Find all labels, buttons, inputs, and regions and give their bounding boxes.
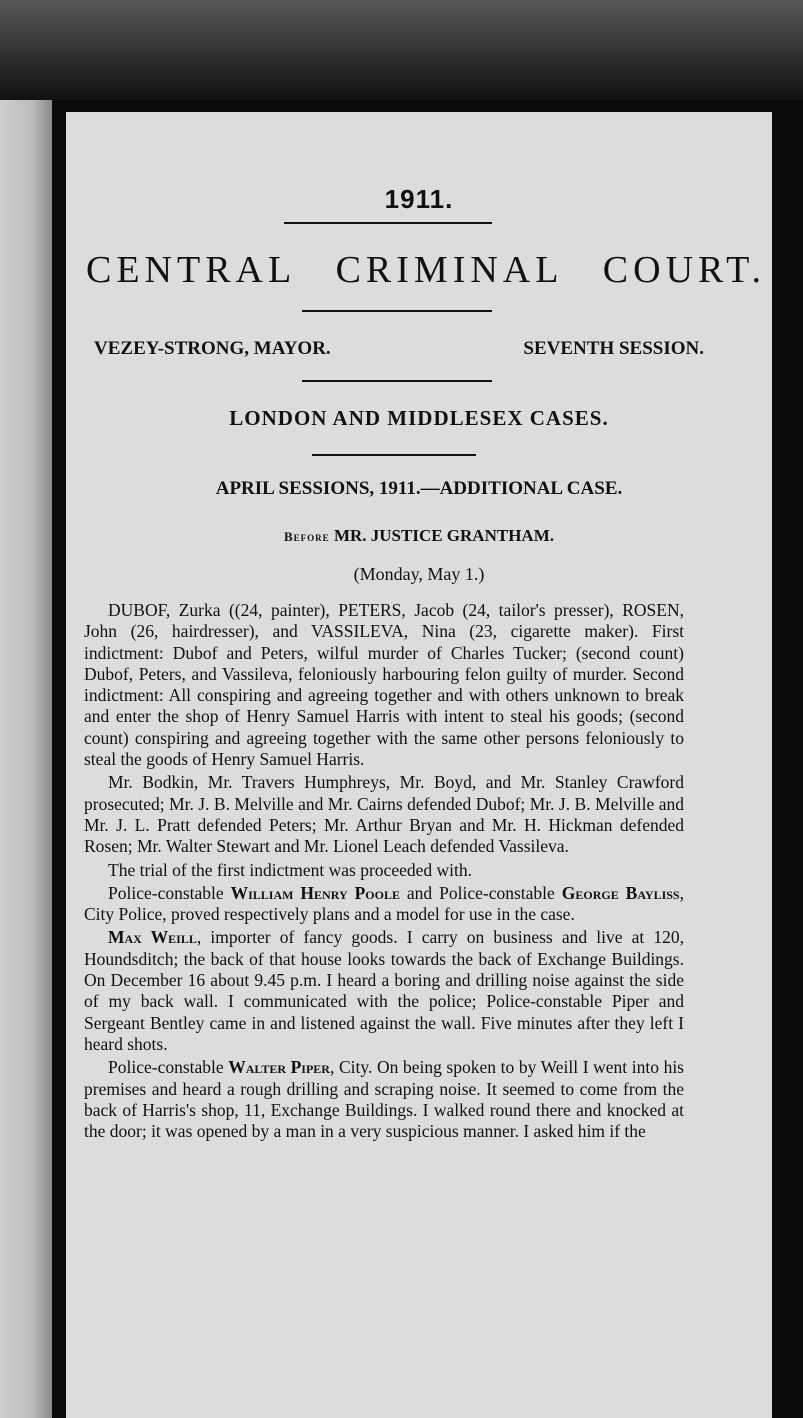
paragraph-trial: The trial of the first indictment was proceeded with.: [108, 859, 472, 880]
mayor-session-line: [94, 338, 704, 360]
text: , importer of fancy goods. I carry on business and live at 120, Houndsditch; the back of that house looks towards the back of Exchange Buildings. On December 16 about 9.45 p.m. I heard a boring and drilling noise against the side of my back wall. I communicated with the police; Police-constable Piper and Sergeant Bentley came in and listened against the wall. Five minutes after they left I heard shots.: [84, 927, 684, 1054]
paragraph-plans: [84, 883, 684, 926]
text: , City. On being spoken to by Weill I went into his premises and heard a rough drilling and scraping noise. It seemed to come from the back of Harris's shop, 11, Exchange Buildings. I walked round there and knocked at the door; it was opened by a man in a very suspicious manner. I asked him if the: [84, 1057, 684, 1142]
court-word-1: CENTRAL: [86, 249, 297, 291]
witness-name: William Henry Poole: [230, 882, 400, 903]
paragraph-indictment: DUBOF, Zurka ((24, painter), PETERS, Jacob (24, tailor's presser), ROSEN, John (26, hairdresser), and VASSILEVA, Nina (23, cigarette maker). First indictment: Dubof and Peters, wilful murder of Charles Tucker; (second count) Dubof, Peters, and Vassileva, feloniously harbouring felon guilty of murder. Second indictment: All conspiring and agreeing together and with others unknown to break and enter the shop of Henry Samuel Harris with intent to steal his goods; (second count) conspiring and agreeing together with the same other persons feloniously to steal the goods of Henry Samuel Harris.: [84, 600, 684, 770]
hearing-date: (Monday, May 1.): [353, 564, 485, 584]
paragraph-counsel: Mr. Bodkin, Mr. Travers Humphreys, Mr. Boyd, and Mr. Stanley Crawford prosecuted; Mr. J. B. Melville and Mr. Cairns defended Dubof; Mr. J. B. Melville and Mr. J. L. Pratt defended Peters; Mr. Arthur Bryan and Mr. H. Hickman defended Rosen; Mr. Walter Stewart and Mr. Lionel Leach defended Vassileva.: [84, 772, 684, 857]
case-body: [84, 600, 684, 1144]
paragraph-weill: [84, 927, 684, 1055]
divider-rule: [284, 222, 492, 224]
before-judge-line: [66, 526, 772, 546]
court-word-3: COURT.: [602, 249, 766, 291]
divider-rule: [302, 380, 492, 382]
court-title: [86, 248, 766, 292]
court-word-2: CRIMINAL: [335, 249, 564, 291]
cases-title: LONDON AND MIDDLESEX CASES.: [229, 406, 609, 430]
text: Police-constable: [108, 1057, 229, 1078]
witness-name: George Bayliss: [561, 882, 680, 903]
facing-page-edge: [0, 100, 52, 1418]
witness-name: Max Weill: [108, 927, 197, 948]
text: , City Police, proved respectively plans and a model for use in the case.: [84, 882, 684, 925]
judge-name: MR. JUSTICE GRANTHAM.: [333, 526, 554, 545]
divider-rule: [302, 310, 492, 312]
divider-rule: [312, 454, 476, 456]
witness-name: Walter Piper: [228, 1057, 330, 1078]
scan-background-top: [0, 0, 803, 100]
page-year: 1911.: [384, 184, 454, 214]
before-prefix: Before: [284, 529, 330, 544]
document-page: [66, 112, 772, 1418]
text: Police-constable: [108, 882, 231, 903]
mayor-name: VEZEY-STRONG, MAYOR.: [94, 338, 331, 359]
session-name: SEVENTH SESSION.: [523, 338, 704, 359]
paragraph-piper: [84, 1057, 684, 1142]
text: and Police-constable: [399, 882, 562, 903]
sessions-line: APRIL SESSIONS, 1911.—ADDITIONAL CASE.: [215, 478, 623, 499]
